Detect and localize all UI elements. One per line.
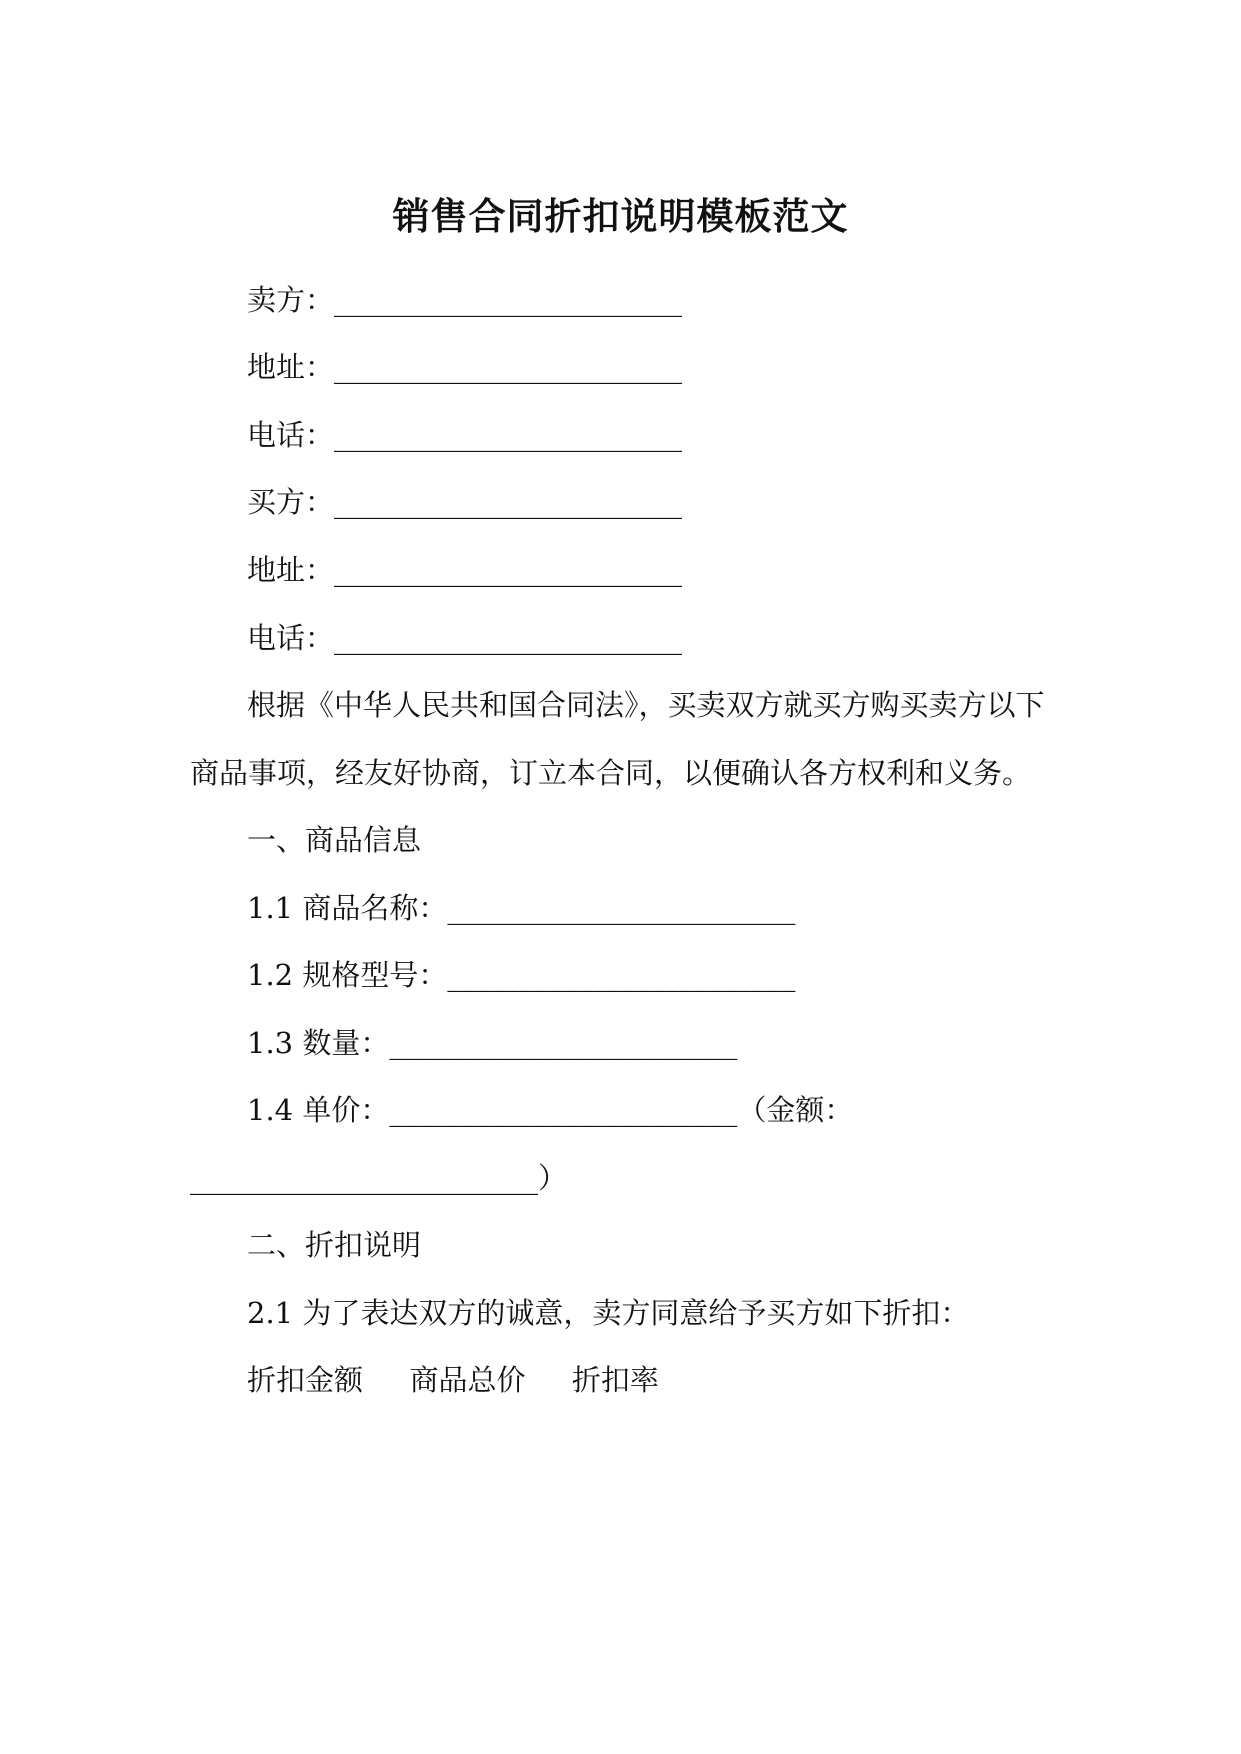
- seller-address-blank[interactable]: ________________________: [334, 350, 683, 384]
- seller-address-line: [247, 349, 682, 385]
- buyer-blank[interactable]: ________________________: [334, 485, 683, 519]
- quantity-label: 1.3 数量：: [247, 1026, 390, 1060]
- seller-address-label: 地址：: [247, 350, 335, 384]
- buyer-phone-line: [247, 620, 682, 656]
- seller-phone-line: [247, 417, 682, 453]
- document-title: 销售合同折扣说明模板范文: [392, 194, 849, 238]
- table-header-total-price: 商品总价: [409, 1363, 526, 1397]
- product-name-line: [247, 890, 795, 926]
- buyer-line: [247, 484, 682, 520]
- intro-paragraph-line2: 商品事项，经友好协商，订立本合同，以便确认各方权利和义务。: [190, 756, 1032, 790]
- product-name-label: 1.1 商品名称：: [247, 891, 448, 925]
- section1-heading: 一、商品信息: [247, 823, 422, 857]
- buyer-address-blank[interactable]: ________________________: [334, 553, 683, 587]
- buyer-phone-label: 电话：: [247, 621, 335, 655]
- seller-blank[interactable]: ________________________: [334, 283, 683, 317]
- spec-model-label: 1.2 规格型号：: [247, 958, 448, 992]
- amount-line: [190, 1160, 567, 1196]
- seller-phone-label: 电话：: [247, 418, 335, 452]
- unit-price-line: [247, 1092, 853, 1128]
- seller-line: [247, 282, 682, 318]
- discount-table-header-row: [247, 1362, 659, 1398]
- product-name-blank[interactable]: ________________________: [447, 891, 796, 925]
- seller-phone-blank[interactable]: ________________________: [334, 418, 683, 452]
- seller-label: 卖方：: [247, 283, 335, 317]
- spec-model-line: [247, 957, 795, 993]
- buyer-address-label: 地址：: [247, 553, 335, 587]
- amount-open: （金额：: [737, 1093, 854, 1127]
- spec-model-blank[interactable]: ________________________: [447, 958, 796, 992]
- discount-statement: 2.1 为了表达双方的诚意，卖方同意给予买方如下折扣：: [247, 1296, 970, 1330]
- quantity-line: [247, 1025, 737, 1061]
- table-header-discount-amount: 折扣金额: [247, 1363, 364, 1397]
- intro-paragraph-line1: 根据《中华人民共和国合同法》，买卖双方就买方购买卖方以下: [247, 688, 1045, 722]
- buyer-label: 买方：: [247, 485, 335, 519]
- table-header-discount-rate: 折扣率: [571, 1363, 659, 1397]
- section2-heading: 二、折扣说明: [247, 1228, 422, 1262]
- amount-close: ）: [538, 1161, 568, 1195]
- quantity-blank[interactable]: ________________________: [389, 1026, 738, 1060]
- unit-price-label: 1.4 单价：: [247, 1093, 390, 1127]
- unit-price-blank[interactable]: ________________________: [389, 1093, 738, 1127]
- buyer-address-line: [247, 552, 682, 588]
- amount-blank[interactable]: ________________________: [190, 1161, 538, 1195]
- buyer-phone-blank[interactable]: ________________________: [334, 621, 683, 655]
